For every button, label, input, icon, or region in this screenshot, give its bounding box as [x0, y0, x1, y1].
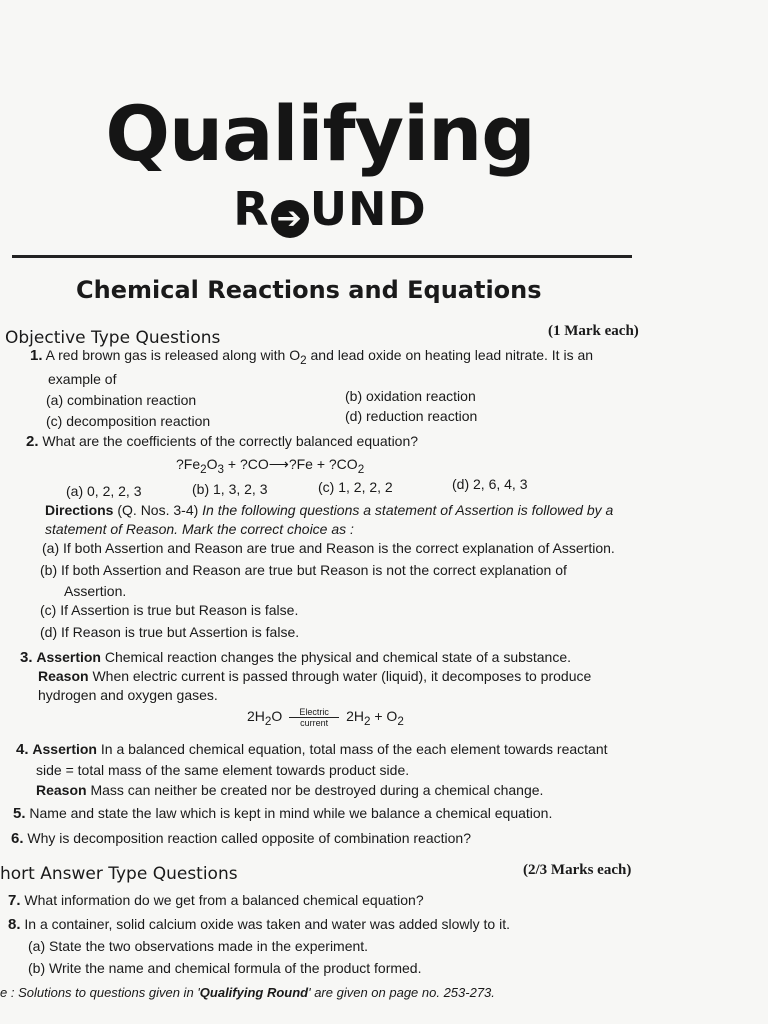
subscript: 2 [200, 462, 207, 476]
eq-term: O [206, 456, 218, 472]
question-4 [16, 739, 646, 760]
chapter-title: Chemical Reactions and Equations [76, 276, 542, 304]
option-1d: (d) reduction reaction [345, 408, 478, 424]
option-2a: (a) 0, 2, 2, 3 [66, 483, 142, 499]
equation-3 [247, 707, 404, 728]
option-1a: (a) combination reaction [46, 392, 197, 408]
logo-round [0, 182, 660, 238]
option-2d: (d) 2, 6, 4, 3 [452, 476, 528, 492]
reason-label: Reason [36, 782, 87, 798]
eq-term: 2H [346, 708, 364, 725]
question-number: 2. [26, 433, 39, 450]
arrow-top-label: Electric [299, 707, 329, 717]
reaction-arrow: ⟶ [268, 456, 289, 472]
question-8 [8, 914, 510, 935]
subscript: 2 [397, 715, 404, 728]
arrow-right-icon: ➔ [271, 200, 309, 238]
question-3-reason [38, 666, 591, 687]
reason-text: When electric current is passed through water (liquid), it decomposes to produce [88, 668, 592, 684]
question-number: 6. [11, 830, 24, 847]
question-8-part-b: (b) Write the name and chemical formula of the product formed. [28, 960, 422, 976]
eq-term: ?Fe [176, 456, 201, 472]
question-1 [30, 345, 645, 371]
eq-term: ?Fe + ?CO [288, 456, 358, 472]
question-number: 7. [8, 892, 21, 909]
directions-text: In the following questions a statement of Assertion is followed by a [202, 502, 614, 518]
question-1-text-cont: example of [48, 371, 117, 387]
option-2c: (c) 1, 2, 2, 2 [318, 479, 393, 495]
question-text: Name and state the law which is kept in mind while we balance a chemical equation. [29, 805, 553, 821]
reaction-arrow [289, 707, 339, 728]
question-number: 1. [30, 347, 43, 364]
subscript: 2 [363, 715, 371, 728]
question-number: 5. [13, 805, 26, 822]
section-marks-objective: (1 Mark each) [548, 323, 639, 339]
assertion-label: Assertion [36, 649, 101, 665]
question-4-reason [36, 780, 543, 801]
footnote-suffix: ' are given on page no. 253-273. [308, 985, 495, 1000]
subscript: 3 [217, 462, 224, 476]
directions [45, 500, 645, 521]
subscript: 2 [357, 462, 365, 476]
logo-qualifying: Qualifying [105, 89, 535, 178]
question-text: A red brown gas is released along with O [45, 347, 301, 363]
option-1c: (c) decomposition reaction [46, 413, 211, 429]
question-3 [20, 647, 571, 668]
direction-option-b: (b) If both Assertion and Reason are true but Reason is not the correct explanation of [40, 562, 567, 578]
reason-label: Reason [38, 668, 89, 684]
footnote [0, 985, 495, 1000]
assertion-label: Assertion [32, 741, 97, 757]
question-2 [26, 431, 418, 452]
question-4-assertion-cont: side = total mass of the same element towards product side. [36, 762, 410, 778]
section-title-short: hort Answer Type Questions [0, 864, 238, 884]
footnote-prefix: e : Solutions to questions given in ' [0, 985, 200, 1000]
question-text: Why is decomposition reaction called opposite of combination reaction? [27, 830, 471, 846]
assertion-text: Chemical reaction changes the physical and chemical state of a substance. [100, 649, 572, 665]
eq-term: + O [370, 708, 398, 725]
header-divider [12, 255, 632, 258]
eq-term: + ?CO [223, 456, 269, 472]
question-text: and lead oxide on heating lead nitrate. It is an [306, 347, 594, 363]
question-text: What information do we get from a balanced chemical equation? [24, 892, 424, 908]
subscript: 2 [264, 715, 272, 728]
question-5 [13, 803, 552, 824]
direction-option-a: (a) If both Assertion and Reason are true and Reason is the correct explanation of Assertion. [42, 540, 615, 556]
direction-option-b-cont: Assertion. [64, 583, 127, 599]
option-2b: (b) 1, 3, 2, 3 [192, 481, 268, 497]
option-1b: (b) oxidation reaction [345, 388, 476, 404]
eq-term: 2H [247, 708, 265, 725]
question-text: In a container, solid calcium oxide was taken and water was added slowly to it. [24, 916, 510, 932]
question-3-reason-cont: hydrogen and oxygen gases. [38, 687, 218, 703]
question-number: 8. [8, 916, 21, 933]
directions-text-cont: statement of Reason. Mark the correct choice as : [45, 521, 354, 537]
question-7 [8, 890, 424, 911]
question-number: 4. [16, 741, 29, 758]
directions-range: (Q. Nos. 3-4) [113, 502, 203, 518]
subscript: 2 [300, 353, 307, 367]
directions-label: Directions [45, 502, 114, 518]
section-title-objective: Objective Type Questions [5, 328, 221, 348]
eq-term: O [271, 708, 283, 725]
question-text: What are the coefficients of the correctly balanced equation? [42, 433, 419, 449]
equation-2 [176, 456, 364, 476]
section-marks-short: (2/3 Marks each) [523, 862, 632, 878]
direction-option-d: (d) If Reason is true but Assertion is false. [40, 624, 300, 640]
question-8-part-a: (a) State the two observations made in the experiment. [28, 938, 369, 954]
assertion-text: In a balanced chemical equation, total mass of the each element towards reactant [96, 741, 608, 757]
question-6 [11, 828, 471, 849]
question-number: 3. [20, 649, 33, 666]
reason-text: Mass can neither be created nor be destroyed during a chemical change. [86, 782, 544, 798]
direction-option-c: (c) If Assertion is true but Reason is false. [40, 602, 299, 618]
footnote-bold: Qualifying Round [199, 985, 309, 1000]
arrow-bottom-label: current [300, 718, 329, 728]
logo-round-r: R [233, 182, 270, 236]
logo-round-und: UND [309, 182, 427, 236]
